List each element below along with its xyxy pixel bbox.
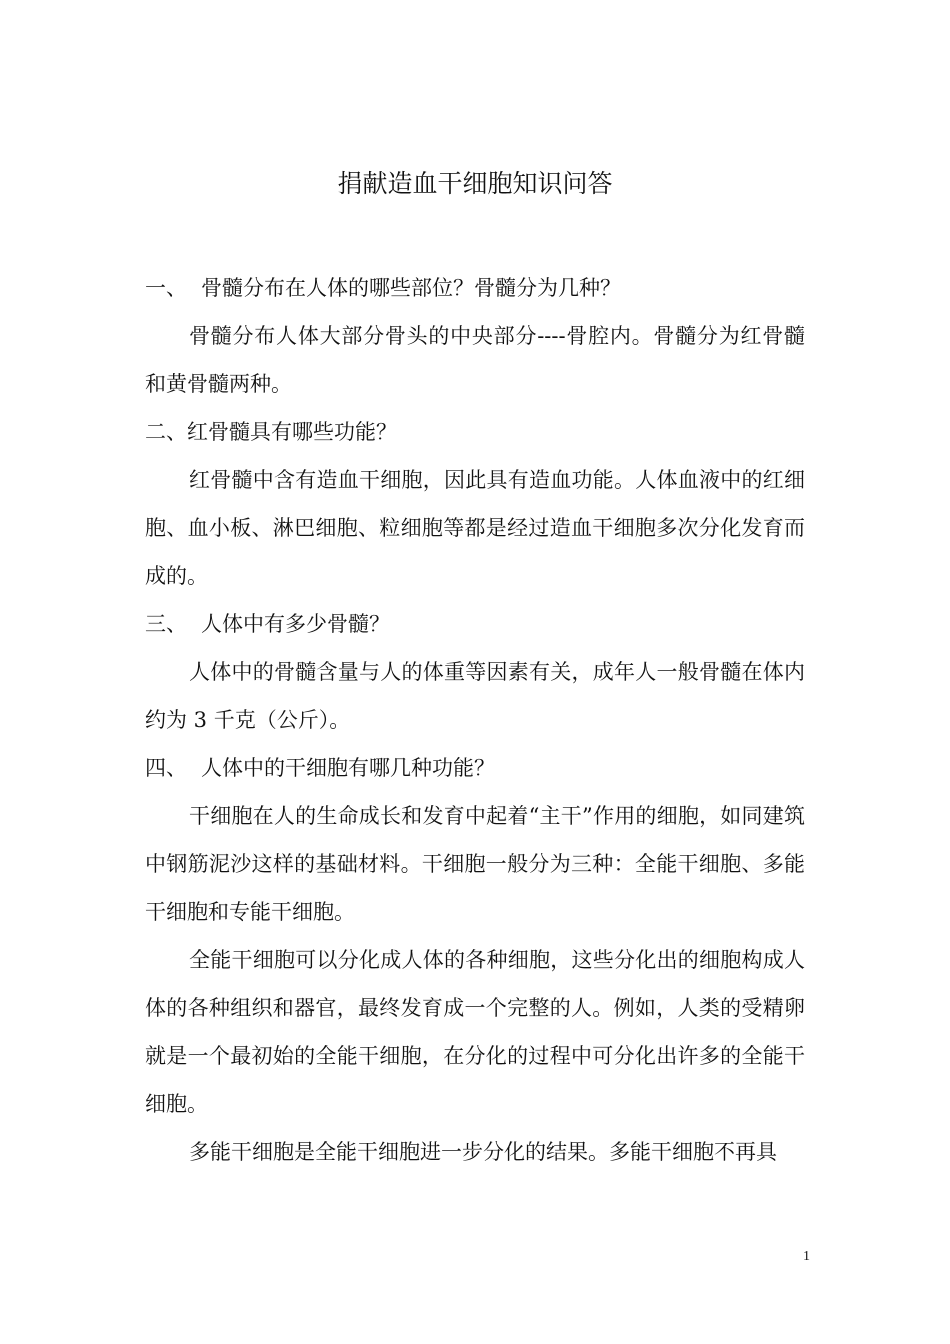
question-number: 三、 (145, 612, 187, 636)
question-heading (145, 600, 805, 648)
page-number: 1 (803, 1249, 810, 1264)
question-text: 骨髓分布在人体的哪些部位？骨髓分为几种？ (201, 276, 621, 300)
question-text: 红骨髓具有哪些功能？ (187, 420, 397, 444)
question-text: 人体中的干细胞有哪几种功能？ (201, 756, 495, 780)
question-heading (145, 408, 805, 456)
answer-paragraph: 红骨髓中含有造血干细胞，因此具有造血功能。人体血液中的红细胞、血小板、淋巴细胞、粒细胞等都是经过造血干细胞多次分化发育而成的。 (145, 468, 805, 588)
question-number: 一、 (145, 276, 187, 300)
document-title: 捐献造血干细胞知识问答 (337, 169, 613, 198)
answer-paragraph: 骨髓分布人体大部分骨头的中央部分----骨腔内。骨髓分为红骨髓和黄骨髓两种。 (145, 324, 805, 396)
answer-paragraph: 多能干细胞是全能干细胞进一步分化的结果。多能干细胞不再具 (189, 1140, 777, 1164)
question-number: 四、 (145, 756, 187, 780)
question-heading (145, 744, 805, 792)
answer-paragraph: 干细胞在人的生命成长和发育中起着“主干”作用的细胞，如同建筑中钢筋泥沙这样的基础材料。干细胞一般分为三种：全能干细胞、多能干细胞和专能干细胞。 (145, 804, 805, 924)
document-body (145, 264, 805, 1176)
answer-paragraph: 全能干细胞可以分化成人体的各种细胞，这些分化出的细胞构成人体的各种组织和器官，最终发育成一个完整的人。例如，人类的受精卵就是一个最初始的全能干细胞，在分化的过程中可分化出许多的全能干细胞。 (145, 948, 805, 1116)
question-heading (145, 264, 805, 312)
question-text: 人体中有多少骨髓？ (201, 612, 390, 636)
answer-paragraph: 人体中的骨髓含量与人的体重等因素有关，成年人一般骨髓在体内约为 3 千克（公斤）。 (145, 660, 805, 732)
question-number: 二、 (145, 420, 187, 444)
